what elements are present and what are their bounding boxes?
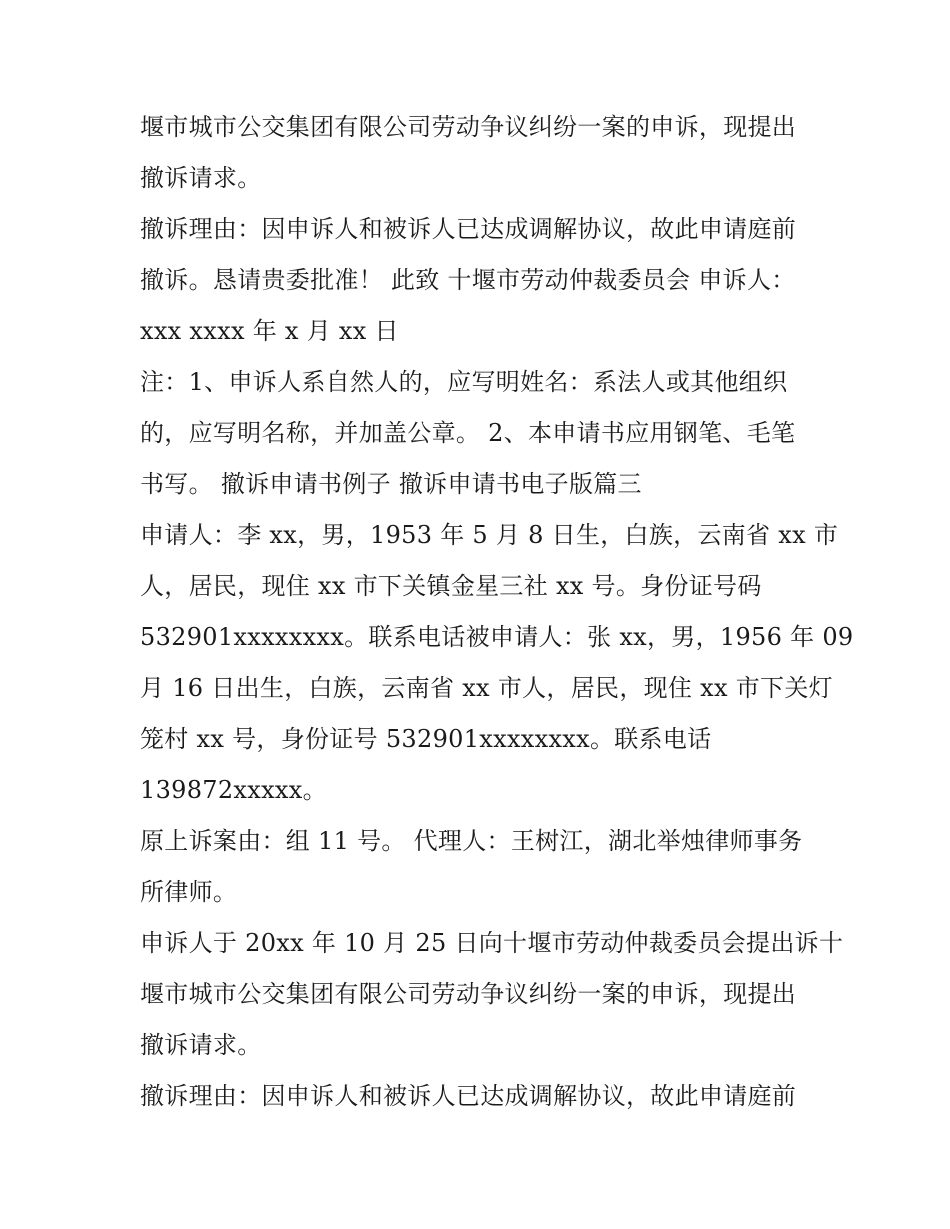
text-line: 月 16 日出生，白族，云南省 xx 市人，居民，现住 xx 市下关灯 [140,674,833,702]
document-body [140,102,854,1122]
text-line: 所律师。 [140,878,238,906]
text-line: 撤诉请求。 [140,1031,262,1059]
text-line: 原上诉案由：组 11 号。 代理人：王树江，湖北举烛律师事务 [140,827,803,855]
text-line: 撤诉理由：因申诉人和被诉人已达成调解协议，故此申请庭前 [140,1082,797,1110]
text-line: 的，应写明名称，并加盖公章。 2、本申请书应用钢笔、毛笔 [140,419,796,447]
text-line: 笼村 xx 号，身份证号 532901xxxxxxxx。联系电话 [140,725,712,753]
text-line: 撤诉理由：因申诉人和被诉人已达成调解协议，故此申请庭前 [140,215,797,243]
text-line: 139872xxxxx。 [140,776,327,804]
text-line: 人，居民，现住 xx 市下关镇金星三社 xx 号。身份证号码 [140,572,762,600]
text-line: xxx xxxx 年 x 月 xx 日 [140,317,399,345]
text-line: 书写。 撤诉申请书例子 撤诉申请书电子版篇三 [140,470,642,498]
text-line: 注：1、申诉人系自然人的，应写明姓名：系法人或其他组织 [140,368,788,396]
text-line: 申诉人于 20xx 年 10 月 25 日向十堰市劳动仲裁委员会提出诉十 [140,929,844,957]
text-line: 申请人：李 xx，男，1953 年 5 月 8 日生，白族，云南省 xx 市 [140,521,839,549]
text-line: 堰市城市公交集团有限公司劳动争议纠纷一案的申诉，现提出 [140,113,797,141]
text-line: 堰市城市公交集团有限公司劳动争议纠纷一案的申诉，现提出 [140,980,797,1008]
text-line: 532901xxxxxxxx。联系电话被申请人：张 xx，男，1956 年 09 [140,623,854,651]
text-line: 撤诉请求。 [140,164,262,192]
text-line: 撤诉。恳请贵委批准！ 此致 十堰市劳动仲裁委员会 申诉人： [140,266,796,294]
